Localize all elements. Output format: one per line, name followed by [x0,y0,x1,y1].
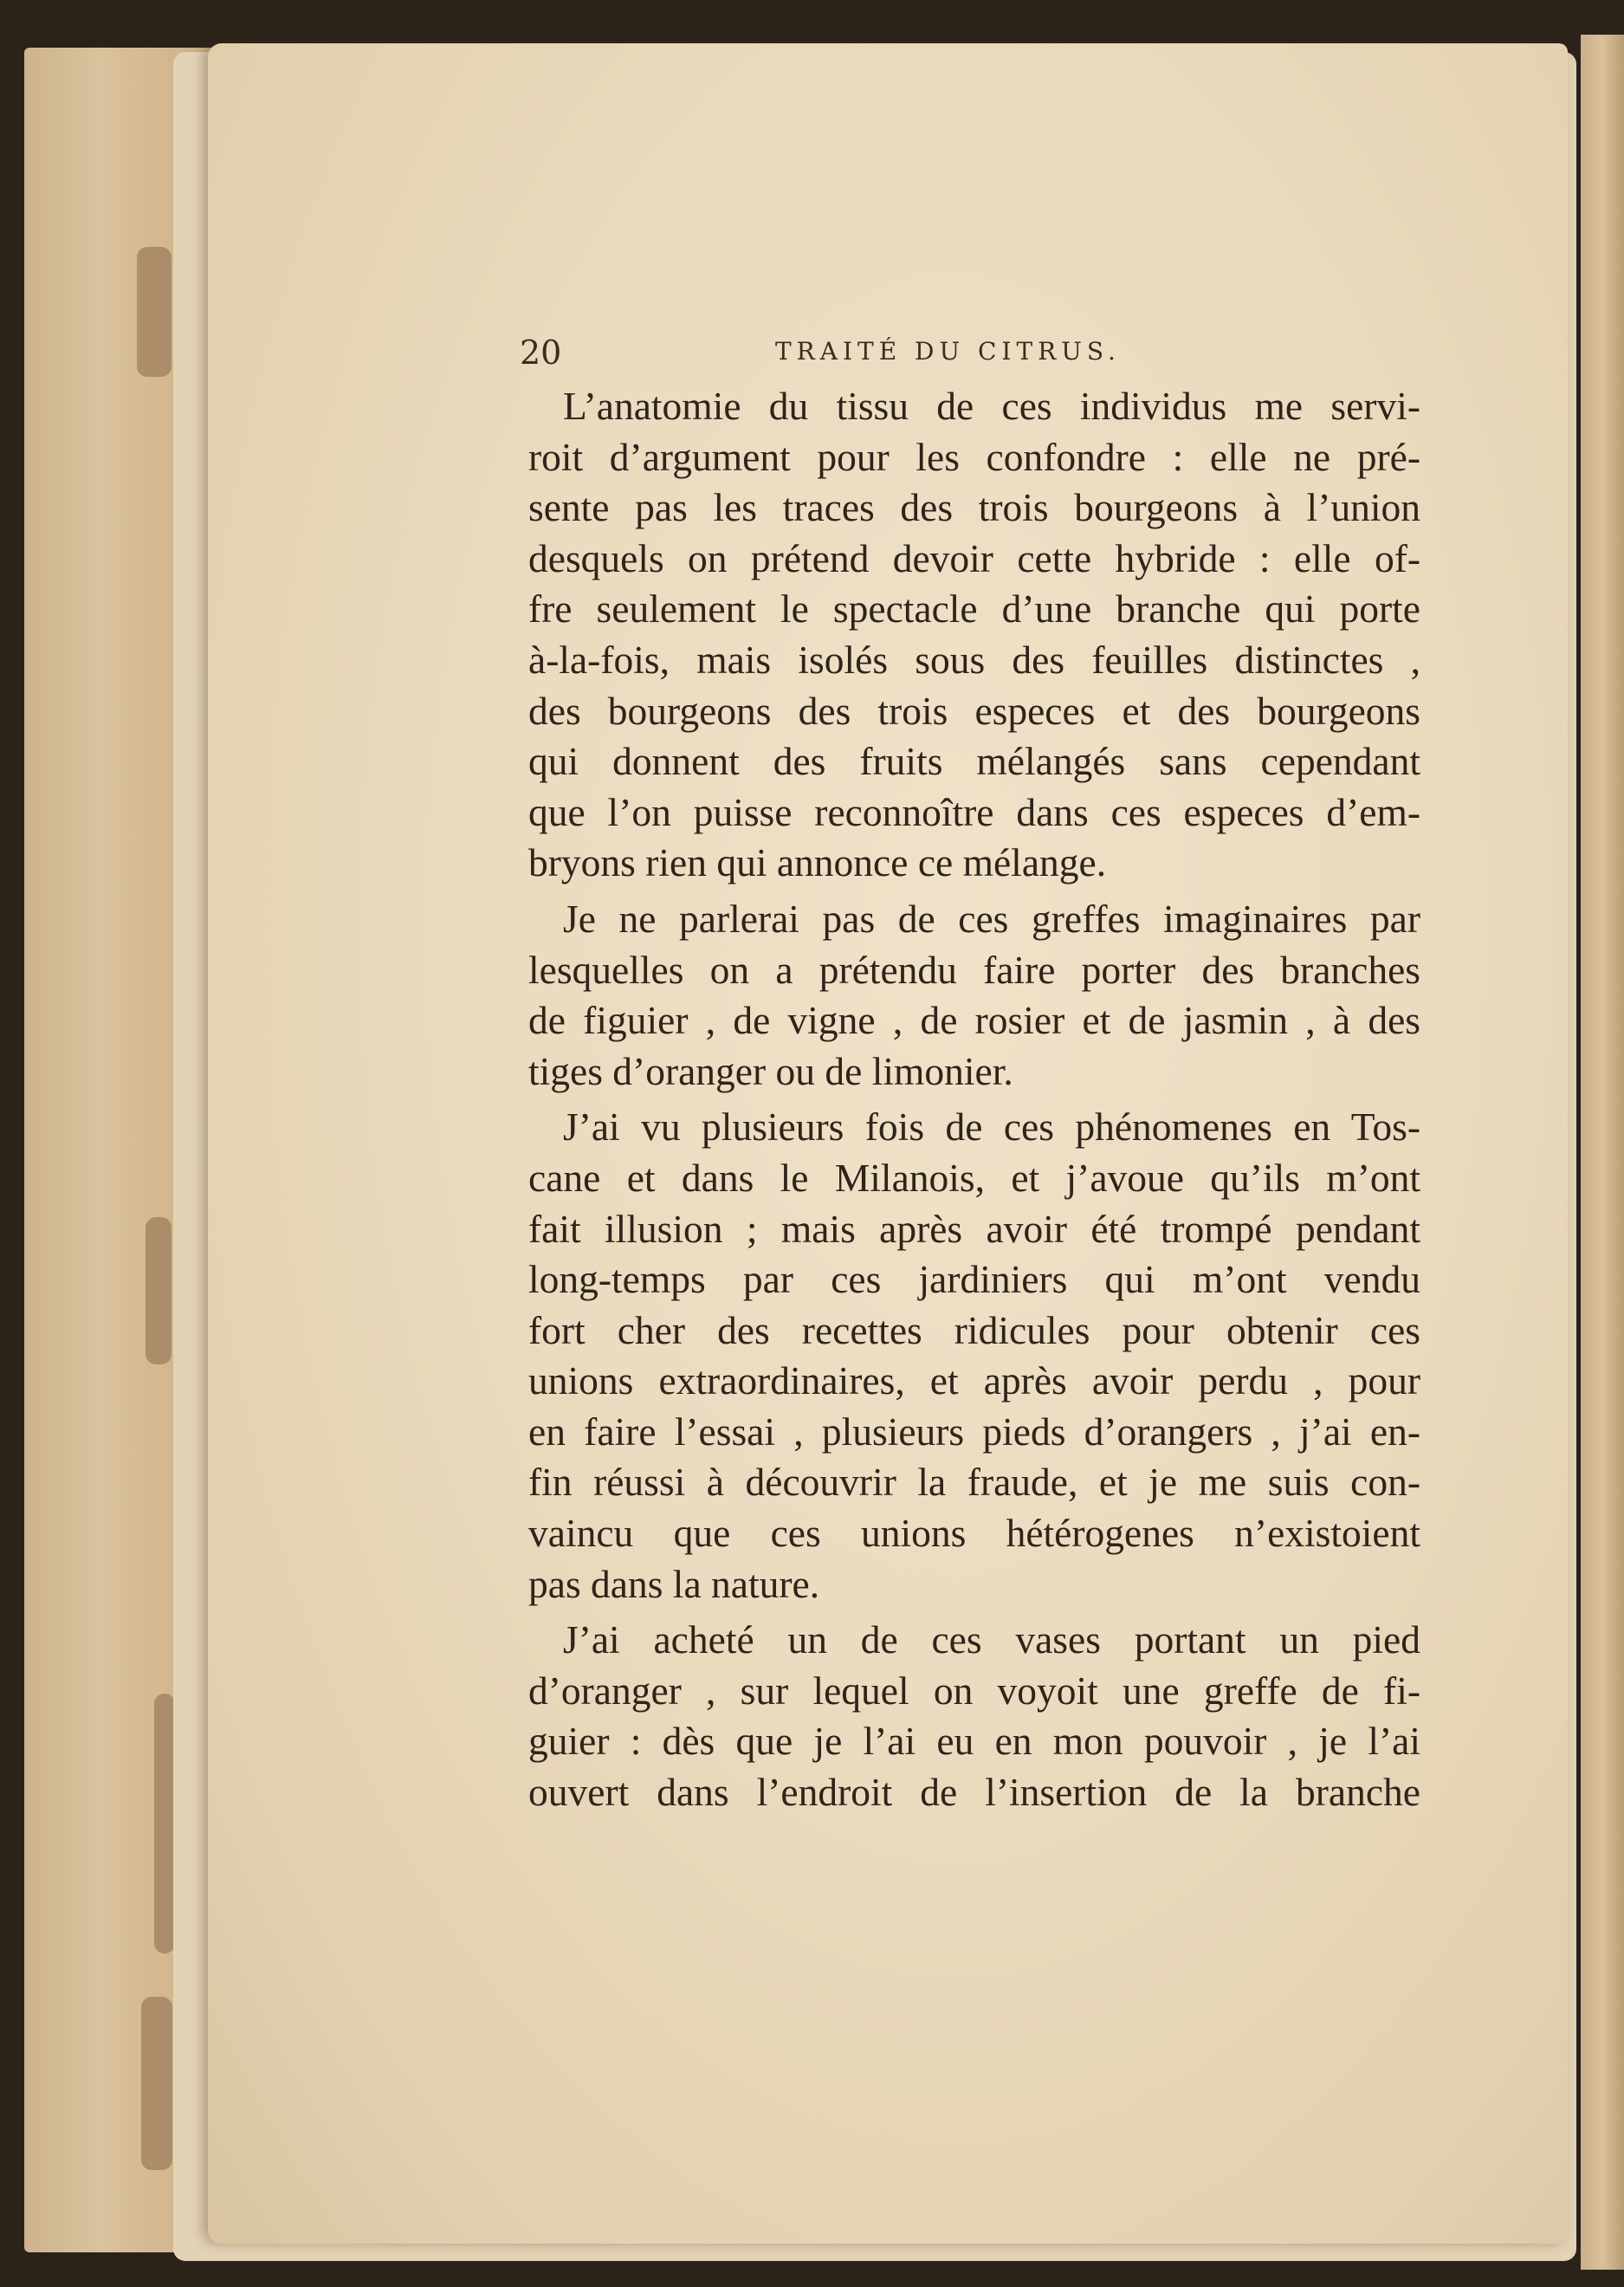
text-line: Je ne parlerai pas de ces greffes imaginaires par [563,896,1420,941]
text-line: vaincu que ces unions hétérogenes n’existoient [528,1511,1420,1556]
text-line: desquels on prétend devoir cette hybride : elle of- [528,535,1420,580]
text-line: à-la-fois, mais isolés sous des feuilles distinctes , [528,637,1420,682]
next-page-edge [1581,35,1624,2270]
binding-stain [154,1694,175,1953]
text-line: d’oranger , sur lequel on voyoit une greffe de fi- [528,1668,1420,1713]
text-line: guier : dès que je l’ai eu en mon pouvoir , je l’ai [528,1719,1420,1764]
text-line: fin réussi à découvrir la fraude, et je me suis con- [528,1460,1420,1505]
paragraph [528,1615,1420,1817]
text-line: tiges d’oranger ou de limonier. [528,1048,1013,1093]
page-header [520,334,1403,385]
text-line: ouvert dans l’endroit de l’insertion de la branche [528,1770,1420,1815]
text-line: pas dans la nature. [528,1561,820,1606]
text-line: lesquelles on a prétendu faire porter des branches [528,947,1420,992]
page-number: 20 [520,334,562,372]
text-line: roit d’argument pour les confondre : elle ne pré- [528,434,1420,479]
text-line: fort cher des recettes ridicules pour obtenir ces [528,1307,1420,1352]
text-line: des bourgeons des trois especes et des bourgeons [528,688,1420,733]
text-line: unions extraordinaires, et après avoir perdu , pour [528,1358,1420,1403]
text-line: en faire l’essai , plusieurs pieds d’orangers , j’ai en- [528,1409,1420,1454]
running-title: TRAITÉ DU CITRUS. [775,337,1121,366]
text-line: J’ai vu plusieurs fois de ces phénomenes en Tos- [563,1105,1420,1150]
text-line: L’anatomie du tissu de ces individus me servi- [563,384,1420,428]
paragraph [528,894,1420,1097]
text-line: fait illusion ; mais après avoir été trompé pendant [528,1206,1420,1251]
paragraph [528,1102,1420,1610]
text-line: qui donnent des fruits mélangés sans cependant [528,739,1420,784]
text-line: bryons rien qui annonce ce mélange. [528,840,1107,885]
text-line: de figuier , de vigne , de rosier et de jasmin , à des [528,998,1420,1043]
text-line: fre seulement le spectacle d’une branche qui porte [528,586,1420,632]
binding-stain [141,1997,172,2170]
text-line: sente pas les traces des trois bourgeons à l’union [528,485,1420,530]
text-line: J’ai acheté un de ces vases portant un pied [563,1617,1420,1662]
binding-stain [146,1217,171,1364]
body-text [528,381,1420,1824]
text-line: cane et dans le Milanois, et j’avoue qu’ils m’ont [528,1155,1420,1200]
text-line: que l’on puisse reconnoître dans ces especes d’em- [528,789,1420,834]
paragraph [528,381,1420,889]
binding-stain [137,247,171,377]
text-line: long-temps par ces jardiniers qui m’ont vendu [528,1257,1420,1302]
